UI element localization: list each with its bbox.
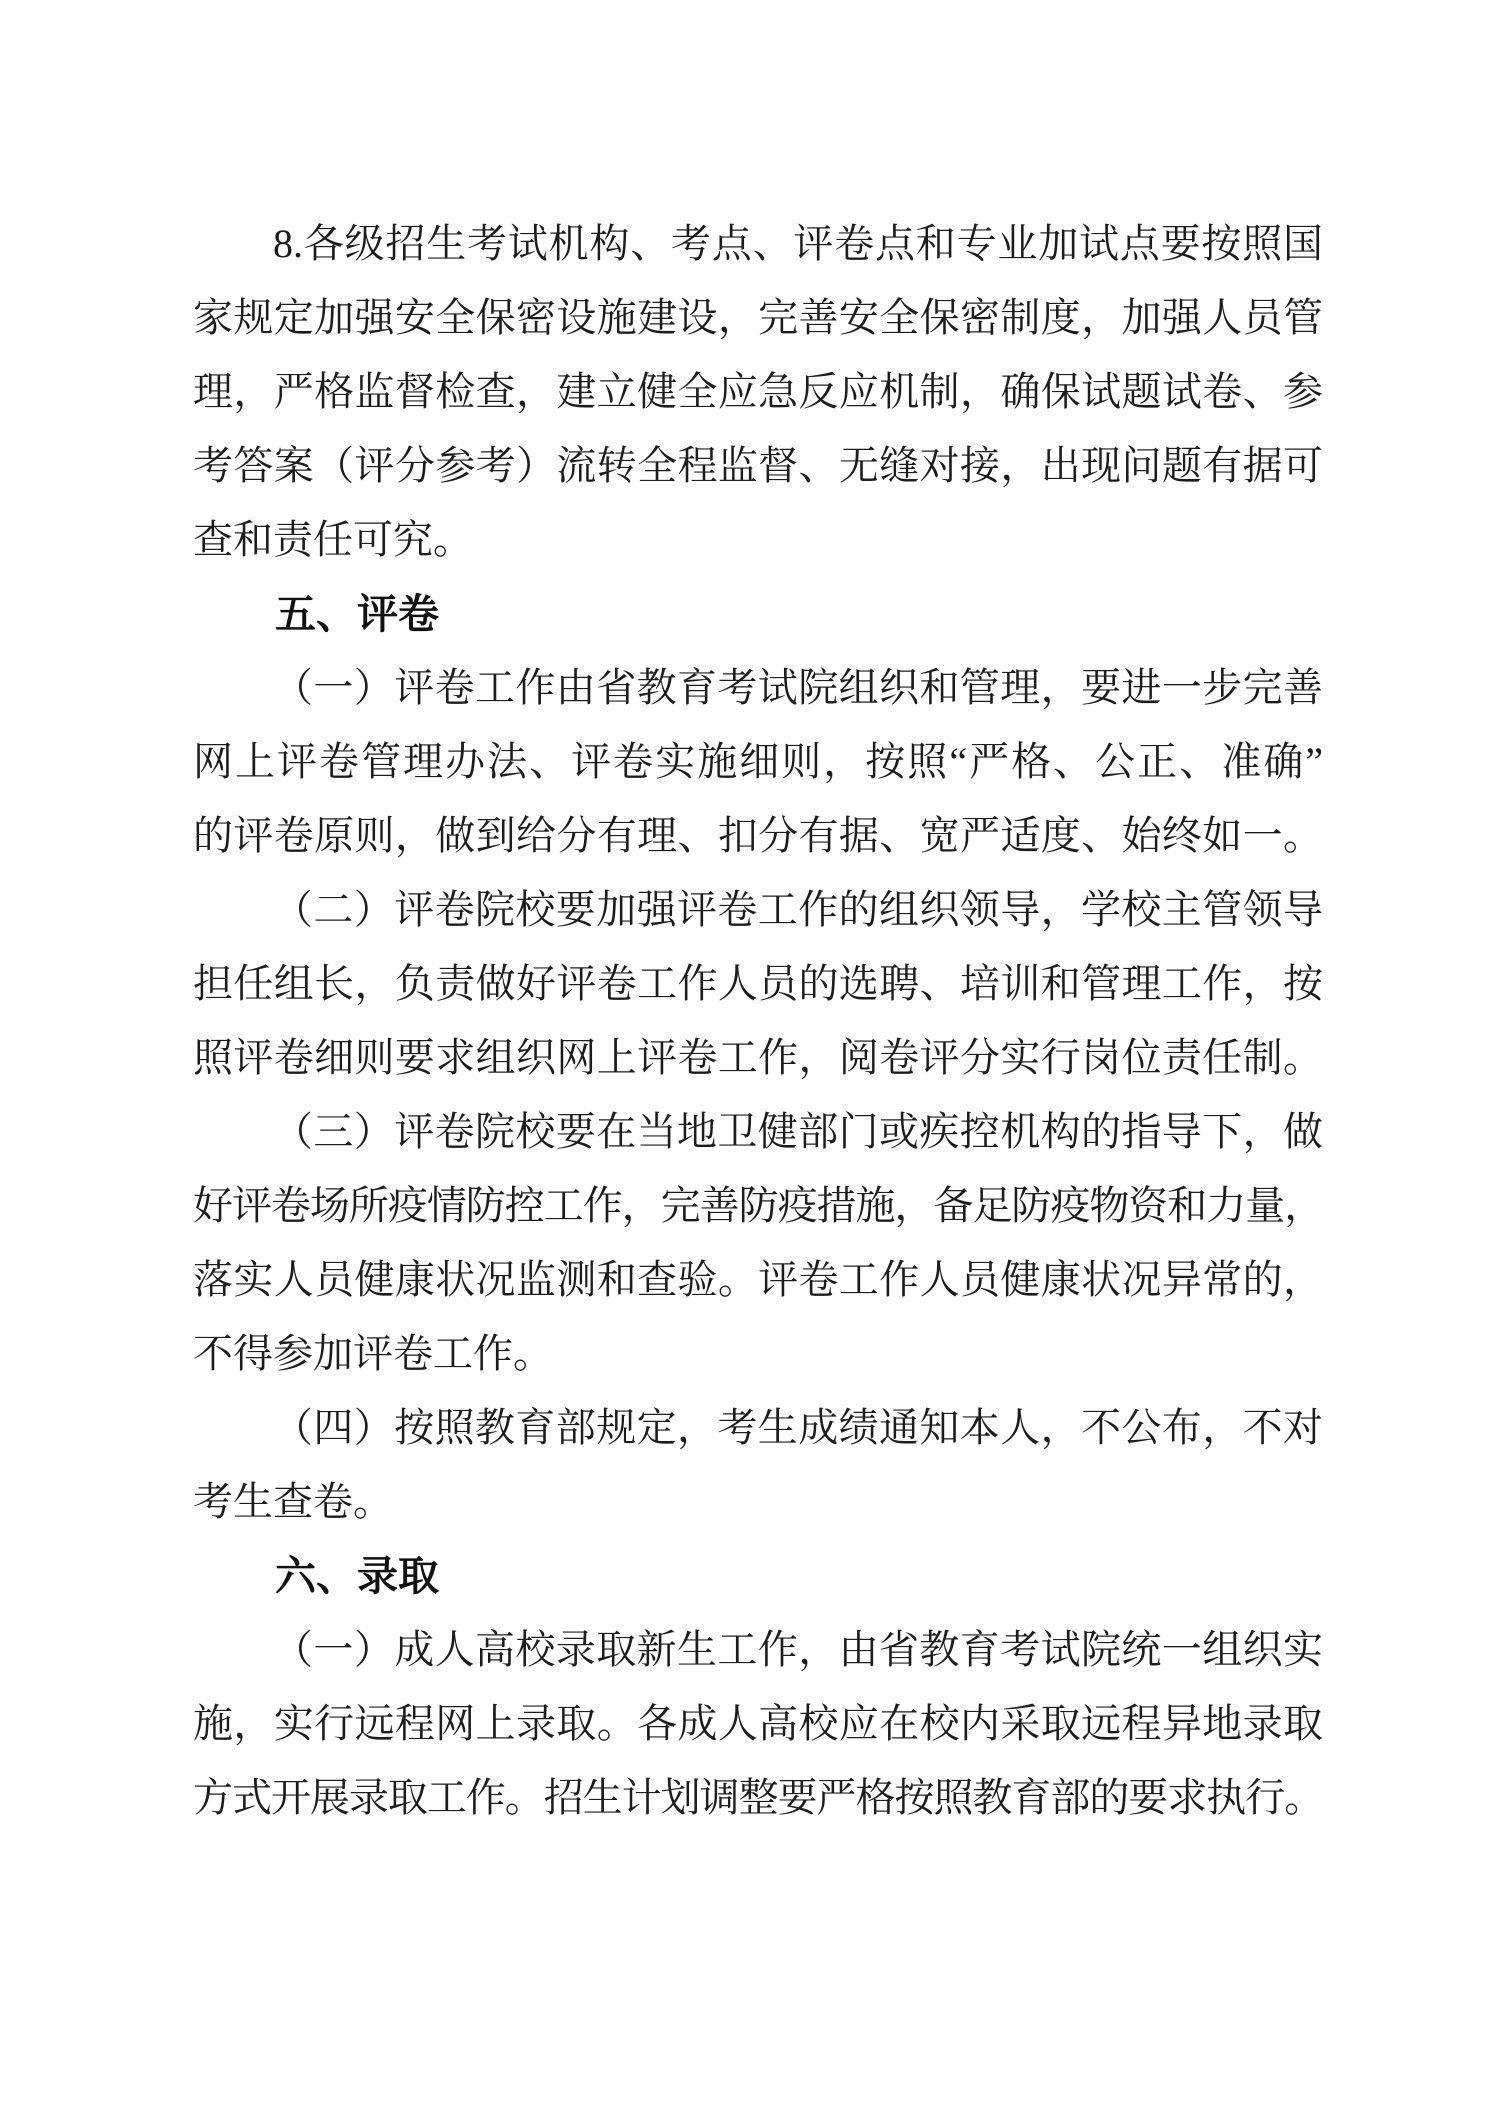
text-line: 查和责任可究。: [193, 517, 473, 562]
text-line: 考生查卷。: [193, 1479, 393, 1524]
text-line: 的评卷原则，做到给分有理、扣分有据、宽严适度、始终如一。: [193, 813, 1323, 858]
text-line: 考答案（评分参考）流转全程监督、无缝对接，出现问题有据可: [193, 443, 1323, 488]
text-line: （一）成人高校录取新生工作，由省教育考试院统一组织实: [273, 1627, 1323, 1672]
paragraph-5-4: [193, 1391, 1323, 1539]
text-line: 落实人员健康状况监测和查验。评卷工作人员健康状况异常的，: [193, 1257, 1323, 1302]
text-line: （二）评卷院校要加强评卷工作的组织领导，学校主管领导: [273, 887, 1323, 932]
text-line: 家规定加强安全保密设施建设，完善安全保密制度，加强人员管: [193, 295, 1323, 340]
text-line: 8.各级招生考试机构、考点、评卷点和专业加试点要按照国: [273, 221, 1323, 266]
text-line: （四）按照教育部规定，考生成绩通知本人，不公布，不对: [273, 1405, 1323, 1450]
paragraph-5-1: [193, 651, 1323, 873]
text-line: 好评卷场所疫情防控工作，完善防疫措施，备足防疫物资和力量，: [193, 1183, 1323, 1228]
text-line: 施，实行远程网上录取。各成人高校应在校内采取远程异地录取: [193, 1701, 1323, 1746]
text-line: 网上评卷管理办法、评卷实施细则，按照“严格、公正、准确”: [193, 739, 1323, 784]
text-line: 方式开展录取工作。招生计划调整要严格按照教育部的要求执行。: [193, 1775, 1323, 1820]
section-heading-5-evaluation: 五、评卷: [275, 591, 439, 637]
section-heading-6-admission: 六、录取: [275, 1553, 439, 1599]
paragraph-item-8: [193, 207, 1323, 577]
text-line: 理，严格监督检查，建立健全应急反应机制，确保试题试卷、参: [193, 369, 1323, 414]
paragraph-6-1: [193, 1613, 1323, 1835]
paragraph-5-2: [193, 873, 1323, 1095]
text-line: （一）评卷工作由省教育考试院组织和管理，要进一步完善: [273, 665, 1323, 710]
text-line: 照评卷细则要求组织网上评卷工作，阅卷评分实行岗位责任制。: [193, 1035, 1323, 1080]
document-body: [193, 207, 1323, 1835]
paragraph-5-3: [193, 1095, 1323, 1391]
text-line: 不得参加评卷工作。: [193, 1331, 553, 1376]
text-line: （三）评卷院校要在当地卫健部门或疾控机构的指导下，做: [273, 1109, 1323, 1154]
text-line: 担任组长，负责做好评卷工作人员的选聘、培训和管理工作，按: [193, 961, 1323, 1006]
